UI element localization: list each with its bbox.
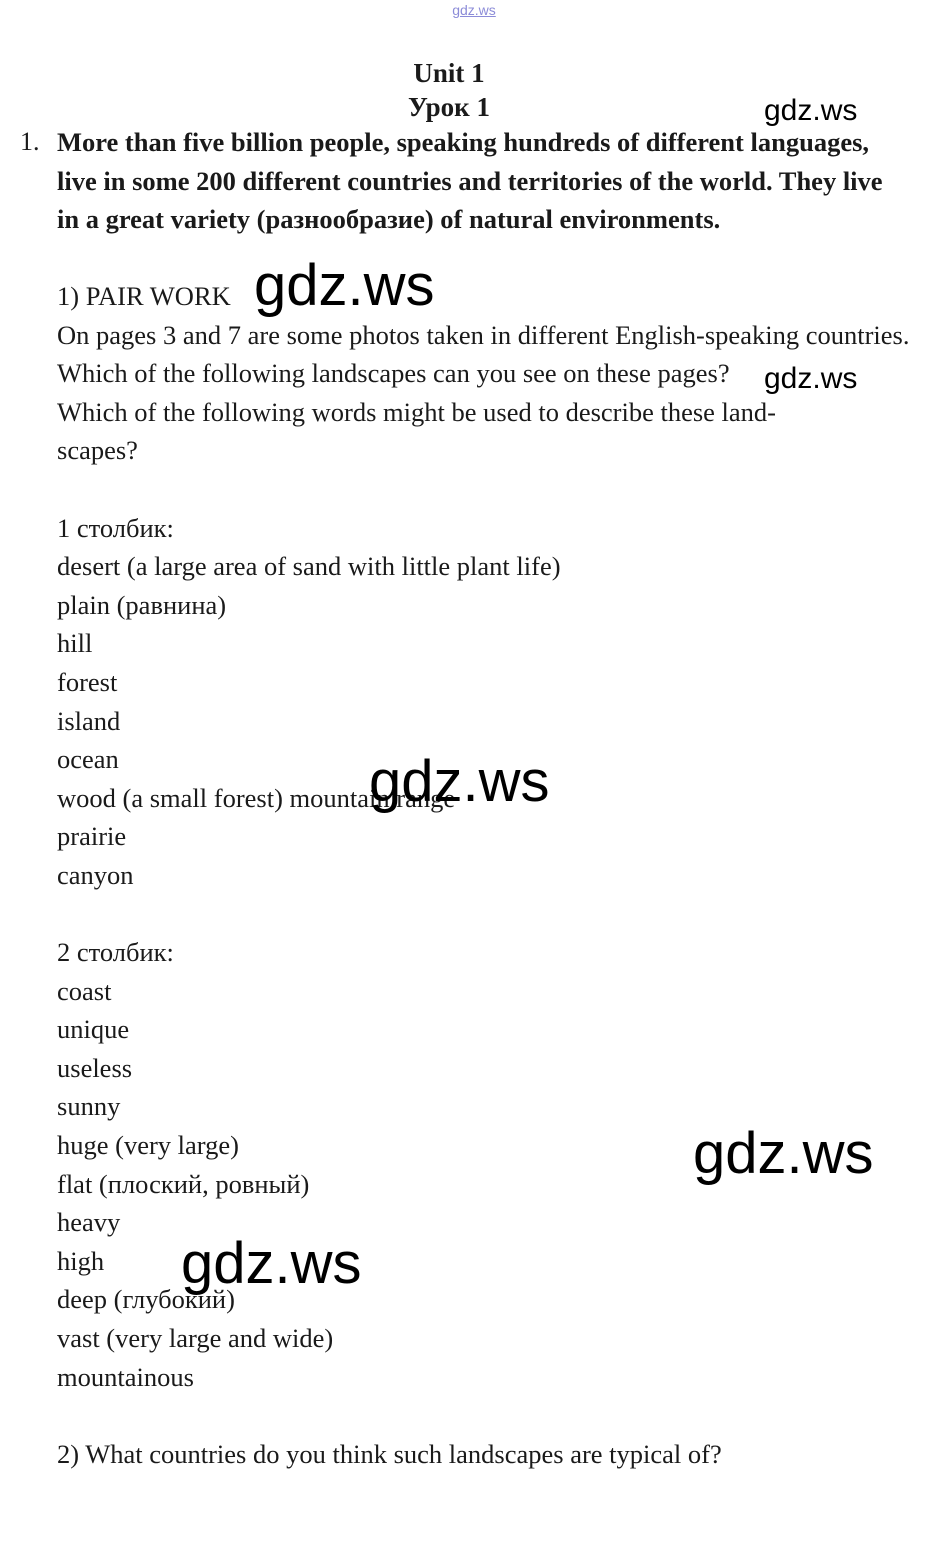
list-item: flat (плоский, ровный)	[57, 1168, 310, 1199]
list-item: sunny	[57, 1091, 121, 1122]
task1-text-4: scapes?	[57, 435, 138, 466]
task2-text: 2) What countries do you think such landscapes are typical of?	[57, 1438, 722, 1469]
list-item: forest	[57, 666, 118, 697]
column2-label: 2 столбик:	[57, 937, 174, 968]
exercise-number: 1.	[20, 127, 40, 156]
spacer	[57, 895, 917, 934]
task1-label: 1) PAIR WORK	[57, 281, 231, 311]
list-item: mountainous	[57, 1361, 194, 1392]
task1-text-2: Which of the following landscapes can you see on these pages?	[57, 358, 730, 389]
list-item: deep (глубокий)	[57, 1284, 235, 1315]
list-item: vast (very large and wide)	[57, 1323, 334, 1354]
lesson-title: Урок 1	[408, 92, 490, 122]
list-item: high	[57, 1245, 105, 1276]
watermark: gdz.ws	[181, 1231, 362, 1296]
watermark: gdz.ws	[764, 362, 858, 395]
watermark: gdz.ws	[764, 94, 858, 127]
task1-text-3: Which of the following words might be used to describe these land-	[57, 396, 777, 427]
list-item: ocean	[57, 744, 119, 775]
watermark: gdz.ws	[254, 253, 435, 318]
list-item: canyon	[57, 859, 134, 890]
list-item: hill	[57, 628, 93, 659]
watermark: gdz.ws	[369, 749, 550, 814]
watermark: gdz.ws	[693, 1121, 874, 1186]
task1-text-1: On pages 3 and 7 are some photos taken in different English-speaking countries.	[57, 319, 910, 350]
list-item: unique	[57, 1014, 130, 1045]
spacer	[57, 470, 917, 509]
top-site-link[interactable]: gdz.ws	[452, 2, 496, 18]
column1-label: 1 столбик:	[57, 512, 174, 543]
list-item: island	[57, 705, 121, 736]
list-item: heavy	[57, 1207, 121, 1238]
list-item: plain (равнина)	[57, 589, 227, 620]
list-item: prairie	[57, 821, 127, 852]
list-item: huge (very large)	[57, 1130, 239, 1161]
list-item: coast	[57, 975, 112, 1006]
unit-title: Unit 1	[413, 58, 485, 88]
list-item: desert (a large area of sand with little plant life)	[57, 551, 561, 582]
exercise-intro: More than five billion people, speaking hundreds of different languages, live in some 200 different countries and territories of the world. They live in a great variety (разнообразие) of natural environments.	[57, 127, 883, 235]
list-item: wood (a small forest) mountain range	[57, 782, 456, 813]
spacer	[57, 1396, 917, 1435]
list-item: useless	[57, 1052, 133, 1083]
